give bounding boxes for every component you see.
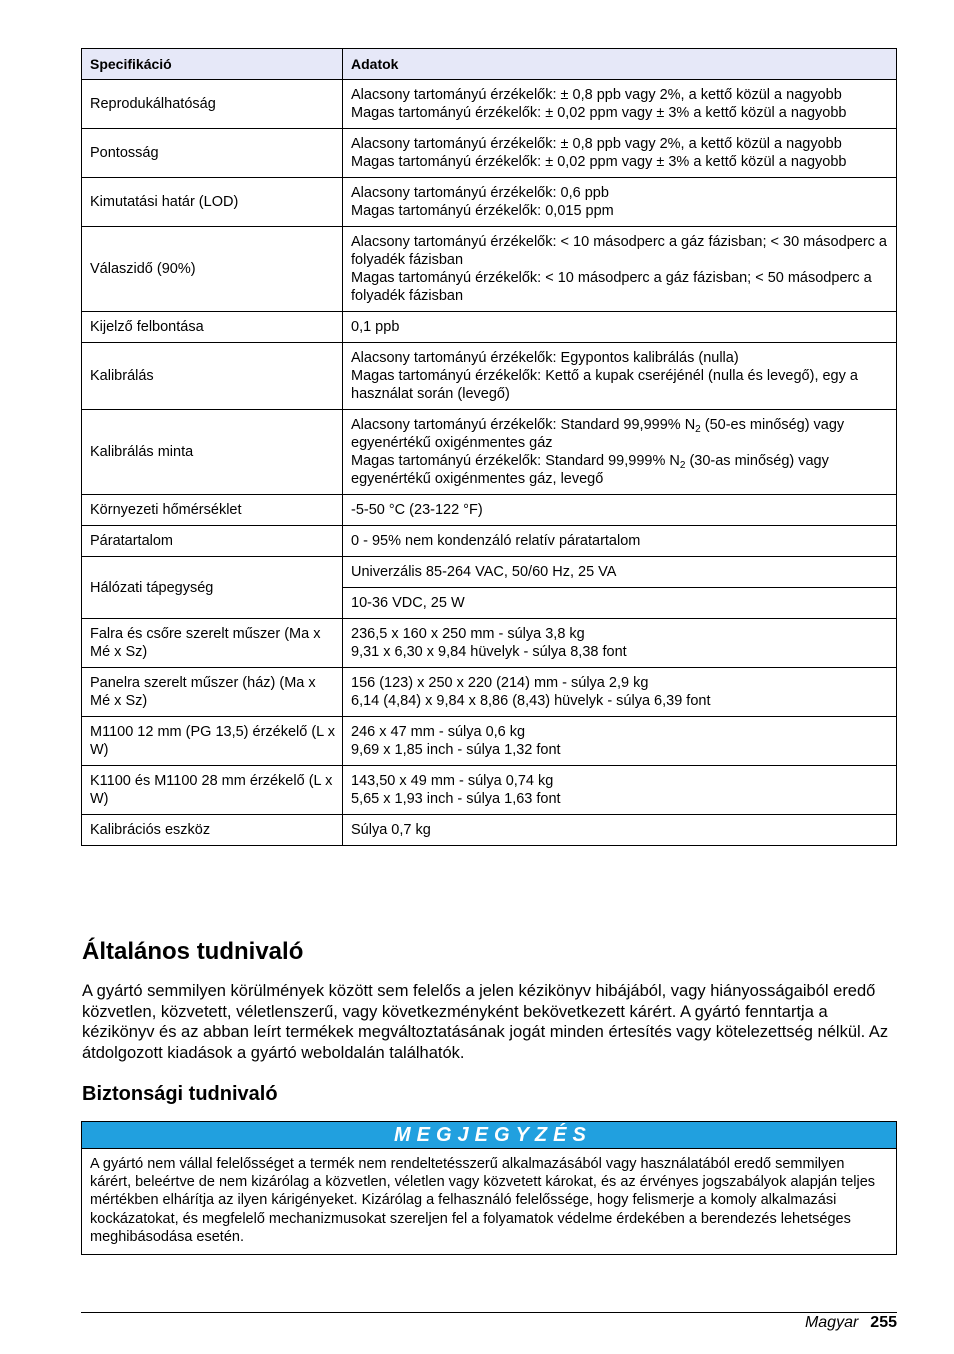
spec-cell: Falra és csőre szerelt műszer (Ma x Mé x Sz) <box>82 619 343 668</box>
data-cell: 10-36 VDC, 25 W <box>343 588 897 619</box>
table-row <box>82 815 897 846</box>
data-cell <box>343 312 897 343</box>
data-line: 236,5 x 160 x 250 mm - súlya 3,8 kg <box>351 626 585 642</box>
data-line: 143,50 x 49 mm - súlya 0,74 kg <box>351 773 554 789</box>
data-cell <box>343 619 897 668</box>
data-cell <box>343 129 897 178</box>
table-row <box>82 495 897 526</box>
general-info-title: Általános tudnivaló <box>82 938 304 965</box>
table-row <box>82 129 897 178</box>
data-cell <box>343 815 897 846</box>
table-row <box>82 717 897 766</box>
table-row <box>82 410 897 495</box>
data-line: Univerzális 85-264 VAC, 50/60 Hz, 25 VA <box>351 564 617 580</box>
subscript: 2 <box>679 460 686 471</box>
header-data: Adatok <box>343 49 897 80</box>
table-row <box>82 312 897 343</box>
table-body <box>82 80 897 846</box>
notice-header <box>82 1122 896 1149</box>
data-line: 5,65 x 1,93 inch - súlya 1,63 font <box>351 791 561 807</box>
notice-text: A gyártó nem vállal felelősséget a termék nem rendeltetésszerű alkalmazásából vagy használatából eredő semmilyen kárért, beleértve de nem kizárólag a közvetlen, véletlen vagy közvetett károkat, és az érvényes jogszabályok alapján teljes mértékben elhárítja az ilyen kárigényeket. Kizárólag a felhasználó felelőssége, hogy felismerje a komoly alkalmazási kockázatokat, és megfelelő mechanizmusokat szereljen fel a folyamatok védelme érdekében a berendezés lehetséges meghibásodása esetén. <box>90 1156 876 1245</box>
notice-box <box>81 1121 897 1255</box>
general-info-text: A gyártó semmilyen körülmények között sem felelős a jelen kézikönyv hibájából, vagy hiányosságaiból eredő közvetlen, közvetett, véletlenszerű, vagy következményként bekövetkezett kárért. A gyártó fenntartja a kézikönyv és az abban leírt termékek megváltoztatásának jogát minden értesítés vagy kötelezettség nélkül. Az átdolgozott kiadások a gyártó weboldalán találhatók. <box>82 982 889 1062</box>
table-row <box>82 668 897 717</box>
table-row <box>82 227 897 312</box>
spec-cell: Kimutatási határ (LOD) <box>82 178 343 227</box>
data-cell <box>343 557 897 588</box>
spec-cell: Kalibrálás minta <box>82 410 343 495</box>
data-cell <box>343 766 897 815</box>
data-line: Alacsony tartományú érzékelők: 0,6 ppb <box>351 185 609 201</box>
data-line: 246 x 47 mm - súlya 0,6 kg <box>351 724 526 740</box>
data-line: -5-50 °C (23-122 °F) <box>351 502 483 518</box>
table-row <box>82 343 897 410</box>
data-line: Alacsony tartományú érzékelők: ± 0,8 ppb vagy 2%, a kettő közül a nagyobb <box>351 87 842 103</box>
data-cell <box>343 717 897 766</box>
data-line: Alacsony tartományú érzékelők: Egypontos kalibrálás (nulla) <box>351 350 739 366</box>
spec-cell: Kijelző felbontása <box>82 312 343 343</box>
spec-cell: Kalibrációs eszköz <box>82 815 343 846</box>
data-line: 0 - 95% nem kondenzáló relatív páratartalom <box>351 533 641 549</box>
footer-language: Magyar <box>804 1314 859 1331</box>
data-cell <box>343 668 897 717</box>
data-cell <box>343 343 897 410</box>
spec-cell: M1100 12 mm (PG 13,5) érzékelő (L x W) <box>82 717 343 766</box>
data-line: Magas tartományú érzékelők: ± 0,02 ppm vagy ± 3% a kettő közül a nagyobb <box>351 154 847 170</box>
calibration-text: (50-es minőség) vagy egyenértékű oxigénmentes gáz <box>351 417 845 451</box>
data-line <box>351 416 889 452</box>
specification-table <box>81 48 897 846</box>
page-footer <box>805 1313 897 1333</box>
table-row <box>82 178 897 227</box>
table-row <box>82 557 897 588</box>
data-line: 6,14 (4,84) x 9,84 x 8,86 (8,43) hüvelyk - súlya 6,39 font <box>351 693 711 709</box>
data-cell <box>343 227 897 312</box>
spec-cell: Pontosság <box>82 129 343 178</box>
spec-cell: Panelra szerelt műszer (ház) (Ma x Mé x Sz) <box>82 668 343 717</box>
table-row <box>82 619 897 668</box>
spec-cell: Reprodukálhatóság <box>82 80 343 129</box>
data-line: 9,69 x 1,85 inch - súlya 1,32 font <box>351 742 561 758</box>
footer-divider <box>81 1312 897 1313</box>
data-cell <box>343 80 897 129</box>
page-number: 255 <box>870 1314 897 1331</box>
calibration-text: Alacsony tartományú érzékelők: Standard 99,999% N <box>351 417 696 433</box>
data-cell <box>343 495 897 526</box>
header-spec: Specifikáció <box>82 49 343 80</box>
table-row <box>82 80 897 129</box>
spec-cell: Környezeti hőmérséklet <box>82 495 343 526</box>
spec-cell: Páratartalom <box>82 526 343 557</box>
data-line: 9,31 x 6,30 x 9,84 hüvelyk - súlya 8,38 font <box>351 644 627 660</box>
calibration-text: (30-as minőség) vagy egyenértékű oxigénmentes gáz, levegő <box>351 453 829 487</box>
subscript: 2 <box>695 424 701 435</box>
data-line: 156 (123) x 250 x 220 (214) mm - súlya 2,9 kg <box>351 675 649 691</box>
table-header-row <box>82 49 897 80</box>
notice-label: MEGJEGYZÉS <box>394 1123 592 1146</box>
data-line: Magas tartományú érzékelők: Kettő a kupak cseréjénél (nulla és levegő), egy a használat során (levegő) <box>351 368 858 402</box>
data-cell <box>343 526 897 557</box>
calibration-text: Magas tartományú érzékelők: Standard 99,999% N <box>351 453 680 469</box>
spec-cell: Kalibrálás <box>82 343 343 410</box>
data-cell <box>343 410 897 495</box>
safety-info-title: Biztonsági tudnivaló <box>82 1083 278 1105</box>
table-row <box>82 766 897 815</box>
data-line <box>351 452 889 488</box>
data-line: Magas tartományú érzékelők: < 10 másodperc a gáz fázisban; < 50 másodperc a folyadék fázisban <box>351 270 872 304</box>
data-line: 0,1 ppb <box>351 319 400 335</box>
spec-cell: Válaszidő (90%) <box>82 227 343 312</box>
data-line: Magas tartományú érzékelők: ± 0,02 ppm vagy ± 3% a kettő közül a nagyobb <box>351 105 847 121</box>
table-row <box>82 526 897 557</box>
spec-cell: K1100 és M1100 28 mm érzékelő (L x W) <box>82 766 343 815</box>
data-line: Alacsony tartományú érzékelők: ± 0,8 ppb vagy 2%, a kettő közül a nagyobb <box>351 136 842 152</box>
data-line: Alacsony tartományú érzékelők: < 10 másodperc a gáz fázisban; < 30 másodperc a folyadék fázisban <box>351 234 887 268</box>
data-line: Súlya 0,7 kg <box>351 822 431 838</box>
spec-cell: Hálózati tápegység <box>82 557 343 619</box>
data-line: Magas tartományú érzékelők: 0,015 ppm <box>351 203 614 219</box>
data-cell <box>343 178 897 227</box>
